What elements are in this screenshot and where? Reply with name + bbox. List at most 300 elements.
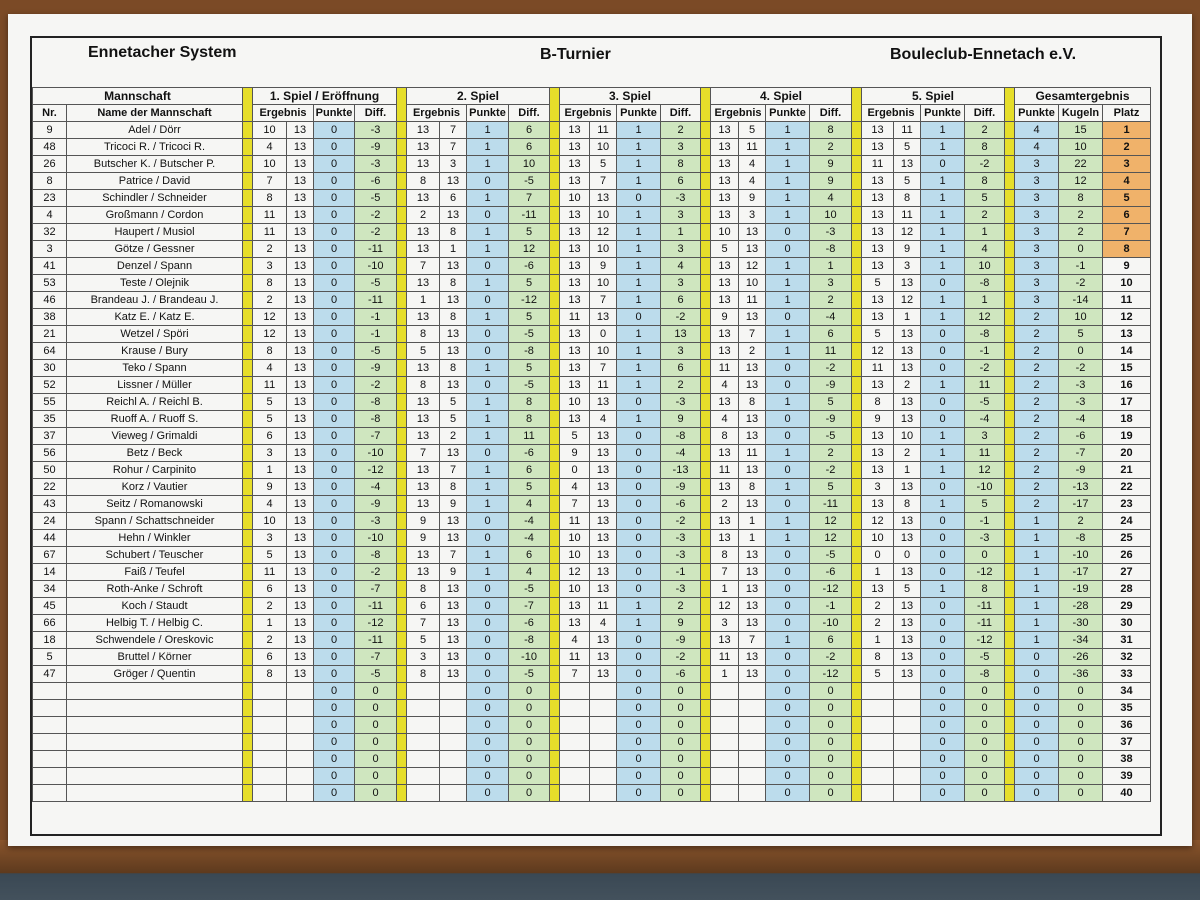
score-own: 11 — [711, 649, 739, 666]
placement: 13 — [1103, 326, 1151, 343]
divider — [852, 768, 862, 785]
name-header: Name der Mannschaft — [67, 105, 243, 122]
game-diff: 0 — [965, 785, 1005, 802]
total-kugeln: -13 — [1059, 479, 1103, 496]
score-opponent — [894, 768, 921, 785]
total-kugeln: -2 — [1059, 275, 1103, 292]
total-points: 4 — [1015, 122, 1059, 139]
score-opponent — [287, 717, 314, 734]
game-diff: 9 — [661, 411, 701, 428]
divider — [701, 513, 711, 530]
score-opponent: 3 — [440, 156, 467, 173]
divider — [852, 207, 862, 224]
game-points: 0 — [617, 564, 661, 581]
divider — [243, 649, 253, 666]
game-diff: -3 — [355, 513, 397, 530]
score-opponent: 13 — [440, 445, 467, 462]
divider — [852, 530, 862, 547]
score-own: 4 — [253, 139, 287, 156]
game-diff: -4 — [661, 445, 701, 462]
score-opponent: 13 — [894, 649, 921, 666]
diff-header: Diff. — [965, 105, 1005, 122]
score-own: 11 — [560, 309, 590, 326]
score-opponent: 8 — [894, 190, 921, 207]
divider — [243, 173, 253, 190]
placement: 7 — [1103, 224, 1151, 241]
score-opponent: 13 — [440, 530, 467, 547]
game-points: 1 — [766, 122, 810, 139]
score-own: 12 — [862, 343, 894, 360]
total-points: 2 — [1015, 377, 1059, 394]
team-number — [33, 717, 67, 734]
score-own: 13 — [560, 292, 590, 309]
divider — [397, 139, 407, 156]
score-opponent: 4 — [590, 411, 617, 428]
score-opponent: 13 — [590, 513, 617, 530]
score-own — [711, 700, 739, 717]
score-opponent: 9 — [590, 258, 617, 275]
divider — [1005, 377, 1015, 394]
score-own: 1 — [253, 615, 287, 632]
score-own: 7 — [560, 496, 590, 513]
game-points: 1 — [467, 428, 509, 445]
game-points: 0 — [766, 683, 810, 700]
game-points: 1 — [467, 496, 509, 513]
team-name: Haupert / Musiol — [67, 224, 243, 241]
game-diff: -3 — [810, 224, 852, 241]
divider — [397, 309, 407, 326]
score-own — [407, 734, 440, 751]
score-opponent — [440, 700, 467, 717]
score-opponent — [894, 734, 921, 751]
score-opponent: 8 — [440, 360, 467, 377]
game-points: 0 — [467, 343, 509, 360]
divider — [701, 156, 711, 173]
divider — [852, 428, 862, 445]
score-own: 9 — [711, 309, 739, 326]
divider — [852, 564, 862, 581]
divider — [701, 241, 711, 258]
score-own: 13 — [407, 309, 440, 326]
game-diff: 2 — [661, 377, 701, 394]
game-points: 0 — [617, 445, 661, 462]
total-points: 0 — [1015, 666, 1059, 683]
score-own: 13 — [407, 122, 440, 139]
score-opponent: 7 — [440, 122, 467, 139]
divider — [243, 377, 253, 394]
divider — [550, 581, 560, 598]
divider — [1005, 462, 1015, 479]
game-diff: 0 — [355, 700, 397, 717]
divider — [701, 632, 711, 649]
placement: 6 — [1103, 207, 1151, 224]
game-points: 1 — [617, 258, 661, 275]
score-own: 13 — [711, 292, 739, 309]
score-own — [560, 717, 590, 734]
score-own: 7 — [560, 666, 590, 683]
score-own: 11 — [711, 462, 739, 479]
total-points: 3 — [1015, 173, 1059, 190]
game-diff: -12 — [810, 666, 852, 683]
score-opponent: 13 — [590, 530, 617, 547]
score-own: 8 — [407, 666, 440, 683]
divider — [1005, 785, 1015, 802]
game-points: 0 — [467, 785, 509, 802]
total-kugeln: -17 — [1059, 496, 1103, 513]
team-name: Patrice / David — [67, 173, 243, 190]
game-points: 0 — [766, 649, 810, 666]
game-diff: 12 — [810, 530, 852, 547]
game-points: 1 — [766, 173, 810, 190]
game-diff: -6 — [810, 564, 852, 581]
score-own — [407, 700, 440, 717]
game-diff: 0 — [509, 785, 550, 802]
score-opponent: 13 — [287, 190, 314, 207]
game-points: 0 — [314, 411, 355, 428]
score-opponent: 13 — [287, 462, 314, 479]
score-opponent: 13 — [287, 258, 314, 275]
score-own: 13 — [407, 360, 440, 377]
score-opponent: 13 — [590, 649, 617, 666]
score-own: 13 — [862, 224, 894, 241]
score-own — [253, 751, 287, 768]
game-points: 1 — [921, 292, 965, 309]
team-number — [33, 785, 67, 802]
game-points: 0 — [921, 666, 965, 683]
score-own: 9 — [407, 513, 440, 530]
score-own: 1 — [862, 564, 894, 581]
table-row — [33, 751, 1151, 768]
table-row — [33, 666, 1151, 683]
divider — [550, 224, 560, 241]
game-diff: 2 — [810, 445, 852, 462]
divider — [550, 292, 560, 309]
team-name: Denzel / Spann — [67, 258, 243, 275]
score-opponent: 9 — [440, 564, 467, 581]
score-own: 13 — [560, 377, 590, 394]
game-points: 0 — [921, 649, 965, 666]
game-diff: 12 — [509, 241, 550, 258]
divider — [397, 326, 407, 343]
game-diff: 0 — [509, 768, 550, 785]
game-points: 0 — [314, 394, 355, 411]
game-points: 0 — [766, 734, 810, 751]
game-diff: -9 — [810, 377, 852, 394]
score-opponent: 4 — [739, 156, 766, 173]
divider — [852, 496, 862, 513]
team-name: Ruoff A. / Ruoff S. — [67, 411, 243, 428]
total-kugeln: 0 — [1059, 751, 1103, 768]
score-opponent: 13 — [440, 632, 467, 649]
game-points: 0 — [467, 734, 509, 751]
score-own — [253, 700, 287, 717]
score-own: 1 — [407, 292, 440, 309]
score-opponent: 13 — [287, 360, 314, 377]
score-own: 13 — [711, 173, 739, 190]
score-opponent: 10 — [590, 343, 617, 360]
game-points: 0 — [467, 513, 509, 530]
game-points: 0 — [921, 683, 965, 700]
game-diff: 0 — [965, 734, 1005, 751]
game-points: 0 — [314, 479, 355, 496]
divider — [550, 207, 560, 224]
game-points: 0 — [467, 581, 509, 598]
divider — [701, 598, 711, 615]
game-points: 0 — [314, 428, 355, 445]
game-diff: 3 — [661, 343, 701, 360]
divider — [701, 462, 711, 479]
game-diff: 6 — [509, 547, 550, 564]
score-own: 8 — [711, 547, 739, 564]
divider — [1005, 751, 1015, 768]
game-points: 1 — [467, 564, 509, 581]
score-own: 5 — [407, 632, 440, 649]
table-row — [33, 360, 1151, 377]
team-number: 21 — [33, 326, 67, 343]
divider — [397, 258, 407, 275]
team-number: 45 — [33, 598, 67, 615]
results-table — [32, 87, 1151, 802]
divider — [243, 343, 253, 360]
team-number: 34 — [33, 581, 67, 598]
score-own — [711, 768, 739, 785]
score-own: 13 — [711, 156, 739, 173]
game-diff: -6 — [661, 666, 701, 683]
score-own: 3 — [253, 445, 287, 462]
score-own: 7 — [407, 258, 440, 275]
diff-header: Diff. — [355, 105, 397, 122]
kugeln-header: Kugeln — [1059, 105, 1103, 122]
score-own: 3 — [253, 530, 287, 547]
placement: 4 — [1103, 173, 1151, 190]
team-name: Teste / Olejnik — [67, 275, 243, 292]
divider — [1005, 190, 1015, 207]
score-own: 11 — [253, 224, 287, 241]
divider — [852, 258, 862, 275]
placement: 28 — [1103, 581, 1151, 598]
ergebnis-header: Ergebnis — [253, 105, 314, 122]
team-number: 8 — [33, 173, 67, 190]
divider — [701, 649, 711, 666]
total-points: 3 — [1015, 292, 1059, 309]
score-own: 13 — [407, 547, 440, 564]
total-kugeln: 2 — [1059, 224, 1103, 241]
score-own: 5 — [253, 547, 287, 564]
divider — [852, 173, 862, 190]
divider — [550, 598, 560, 615]
score-opponent: 13 — [739, 564, 766, 581]
game-points: 0 — [921, 394, 965, 411]
score-own: 11 — [253, 377, 287, 394]
score-opponent: 13 — [894, 479, 921, 496]
total-points: 4 — [1015, 139, 1059, 156]
score-own: 10 — [560, 547, 590, 564]
game-diff: 0 — [810, 683, 852, 700]
game-points: 0 — [921, 326, 965, 343]
placement: 22 — [1103, 479, 1151, 496]
score-opponent: 13 — [739, 360, 766, 377]
divider — [397, 734, 407, 751]
divider — [852, 615, 862, 632]
divider — [701, 717, 711, 734]
game-points: 0 — [617, 547, 661, 564]
divider — [1005, 258, 1015, 275]
game-points: 0 — [314, 700, 355, 717]
game-diff: 6 — [509, 122, 550, 139]
divider — [243, 139, 253, 156]
score-own: 5 — [253, 394, 287, 411]
score-opponent: 7 — [440, 139, 467, 156]
game-points: 0 — [314, 768, 355, 785]
game-points: 0 — [766, 700, 810, 717]
score-own: 10 — [560, 581, 590, 598]
game-points: 0 — [314, 258, 355, 275]
team-number: 66 — [33, 615, 67, 632]
divider — [852, 122, 862, 139]
divider — [852, 751, 862, 768]
placement: 11 — [1103, 292, 1151, 309]
total-points: 0 — [1015, 700, 1059, 717]
total-kugeln: 8 — [1059, 190, 1103, 207]
system-title: Ennetacher System — [88, 44, 237, 61]
game-diff: -9 — [355, 496, 397, 513]
total-kugeln: 0 — [1059, 717, 1103, 734]
game-diff: -13 — [661, 462, 701, 479]
divider — [852, 445, 862, 462]
team-name: Brandeau J. / Brandeau J. — [67, 292, 243, 309]
total-points: 2 — [1015, 462, 1059, 479]
divider — [550, 428, 560, 445]
score-own: 13 — [862, 428, 894, 445]
game-diff: 0 — [810, 751, 852, 768]
table-row — [33, 139, 1151, 156]
divider — [1005, 343, 1015, 360]
score-own: 4 — [253, 360, 287, 377]
game-points: 1 — [617, 241, 661, 258]
divider — [397, 292, 407, 309]
game-points: 0 — [766, 428, 810, 445]
score-opponent: 13 — [287, 564, 314, 581]
score-own: 13 — [407, 479, 440, 496]
divider — [550, 122, 560, 139]
team-number: 56 — [33, 445, 67, 462]
game-points: 0 — [617, 717, 661, 734]
game-diff: -5 — [355, 190, 397, 207]
game-diff: 0 — [810, 700, 852, 717]
game-points: 0 — [314, 462, 355, 479]
total-points: 2 — [1015, 428, 1059, 445]
score-own: 13 — [560, 241, 590, 258]
divider — [243, 394, 253, 411]
score-sheet — [8, 14, 1192, 846]
game-points: 0 — [314, 343, 355, 360]
game-points: 0 — [314, 292, 355, 309]
divider — [550, 309, 560, 326]
placement: 23 — [1103, 496, 1151, 513]
game-diff: -6 — [509, 258, 550, 275]
divider — [550, 139, 560, 156]
table-row — [33, 530, 1151, 547]
game-diff: 0 — [965, 700, 1005, 717]
score-own: 3 — [862, 479, 894, 496]
divider — [397, 207, 407, 224]
game-diff: 8 — [661, 156, 701, 173]
table-row — [33, 275, 1151, 292]
divider — [243, 751, 253, 768]
divider — [550, 717, 560, 734]
score-own: 13 — [711, 530, 739, 547]
game-points: 0 — [921, 411, 965, 428]
game-points: 1 — [766, 258, 810, 275]
score-own: 2 — [253, 292, 287, 309]
divider — [1005, 173, 1015, 190]
game-diff: -10 — [355, 258, 397, 275]
game-points: 0 — [766, 768, 810, 785]
score-opponent: 13 — [894, 598, 921, 615]
game-points: 1 — [766, 139, 810, 156]
total-kugeln: -4 — [1059, 411, 1103, 428]
score-opponent: 13 — [287, 581, 314, 598]
score-opponent — [894, 700, 921, 717]
divider — [397, 768, 407, 785]
team-number — [33, 768, 67, 785]
score-opponent — [287, 785, 314, 802]
score-opponent: 13 — [739, 547, 766, 564]
divider — [1005, 428, 1015, 445]
divider — [243, 768, 253, 785]
divider — [243, 598, 253, 615]
score-own: 11 — [862, 360, 894, 377]
score-opponent: 13 — [287, 649, 314, 666]
game-diff: 0 — [509, 683, 550, 700]
divider — [1005, 88, 1015, 122]
game-points: 0 — [467, 377, 509, 394]
divider — [243, 734, 253, 751]
score-opponent: 11 — [739, 139, 766, 156]
game-points: 1 — [766, 479, 810, 496]
team-number: 37 — [33, 428, 67, 445]
team-number: 30 — [33, 360, 67, 377]
game-points: 0 — [314, 156, 355, 173]
score-opponent: 10 — [590, 139, 617, 156]
score-own: 13 — [711, 139, 739, 156]
score-opponent — [287, 700, 314, 717]
divider — [550, 411, 560, 428]
divider — [852, 462, 862, 479]
score-opponent: 13 — [287, 632, 314, 649]
game-points: 0 — [467, 530, 509, 547]
game-diff: 11 — [965, 377, 1005, 394]
team-name: Spann / Schattschneider — [67, 513, 243, 530]
total-kugeln: -10 — [1059, 547, 1103, 564]
total-points: 0 — [1015, 785, 1059, 802]
divider — [397, 479, 407, 496]
game-diff: -11 — [810, 496, 852, 513]
score-own: 13 — [407, 241, 440, 258]
game-points: 0 — [467, 683, 509, 700]
score-own: 13 — [407, 462, 440, 479]
team-number: 26 — [33, 156, 67, 173]
game-diff: -8 — [355, 547, 397, 564]
game-diff: 10 — [965, 258, 1005, 275]
game-points: 1 — [766, 343, 810, 360]
team-number: 55 — [33, 394, 67, 411]
score-opponent — [287, 683, 314, 700]
divider — [852, 666, 862, 683]
divider — [550, 394, 560, 411]
game-points: 1 — [766, 445, 810, 462]
score-own: 13 — [407, 411, 440, 428]
